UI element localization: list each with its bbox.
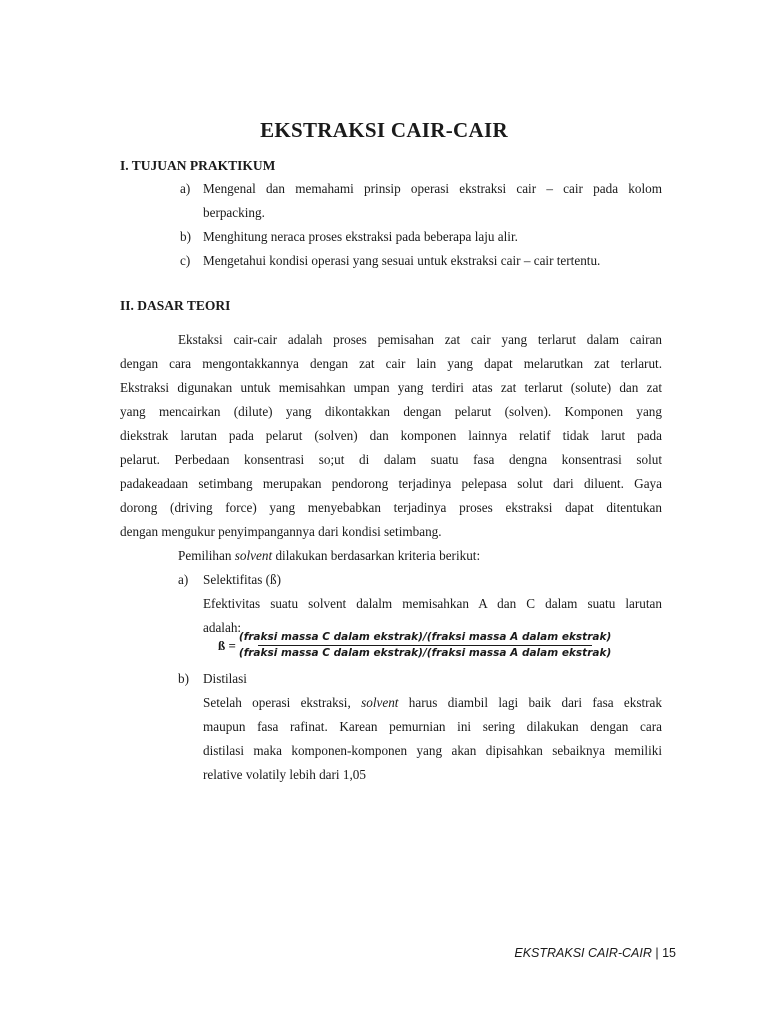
page-footer	[514, 946, 676, 960]
section-heading-tujuan: I. TUJUAN PRAKTIKUM	[120, 158, 276, 173]
list-marker: c)	[180, 253, 191, 268]
list-marker: b)	[180, 229, 191, 244]
criterion-text: Setelah operasi ekstraksi, solvent harus diambil lagi baik dari fasa ekstrak	[203, 695, 662, 710]
list-item-text: Mengenal dan memahami prinsip operasi ekstraksi cair – cair pada kolom	[203, 181, 662, 196]
formula-fraction	[239, 631, 611, 660]
paragraph-line: Ekstraksi digunakan untuk memisahkan umpan yang terdiri atas zat terlarut (solute) dan zat	[120, 380, 662, 395]
paragraph-line: dengan cara mengontakkannya dengan zat cair lain yang dapat melarutkan zat terlarut.	[120, 356, 662, 371]
solvent-term: solvent	[361, 695, 399, 710]
paragraph-line: padakeadaan setimbang merupakan pendorong terjadinya pelepasa solut dari diluent. Gaya	[120, 476, 662, 491]
footer-separator: |	[651, 946, 663, 960]
list-item-text: Menghitung neraca proses ekstraksi pada beberapa laju alir.	[203, 229, 518, 244]
footer-label: EKSTRAKSI CAIR-CAIR	[514, 946, 652, 960]
paragraph-line: dorong (driving force) yang menyebabkan terjadinya proses ekstraksi dapat ditentukan	[120, 500, 662, 515]
selectivity-formula	[218, 631, 611, 660]
formula-lhs: ß =	[218, 637, 236, 653]
page-title: EKSTRAKSI CAIR-CAIR	[260, 118, 508, 142]
criterion-text: adalah:	[203, 620, 242, 635]
list-item-text: Mengetahui kondisi operasi yang sesuai untuk ekstraksi cair – cair tertentu.	[203, 253, 601, 268]
fraction-bar	[258, 645, 592, 646]
formula-numerator: (fraksi massa C dalam ekstrak)/(fraksi massa A dalam ekstrak)	[238, 631, 612, 643]
section-heading-dasar-teori: II. DASAR TEORI	[120, 298, 231, 313]
criteria-intro: Pemilihan solvent dilakukan berdasarkan kriteria berikut:	[178, 548, 481, 563]
solvent-term: solvent	[234, 548, 273, 563]
paragraph-line: diekstrak larutan pada pelarut (solven) dan komponen lainnya relatif tidak larut pada	[120, 428, 662, 443]
list-marker: a)	[180, 181, 191, 196]
criterion-text: maupun fasa rafinat. Karean pemurnian ini sering dilakukan dengan cara	[203, 719, 662, 734]
criterion-name: Selektifitas (ß)	[203, 572, 282, 587]
paragraph-line: dengan mengukur penyimpangannya dari kondisi setimbang.	[120, 524, 442, 539]
criterion-text: distilasi maka komponen-komponen yang akan dipisahkan sebaiknya memiliki	[203, 743, 662, 758]
list-marker: b)	[178, 671, 189, 686]
list-item-text: berpacking.	[203, 205, 265, 220]
formula-denominator: (fraksi massa C dalam ekstrak)/(fraksi massa A dalam ekstrak)	[238, 647, 612, 659]
paragraph-line: pelarut. Perbedaan konsentrasi so;ut di dalam suatu fasa dengna konsentrasi solut	[120, 452, 662, 467]
criterion-name: Distilasi	[203, 671, 247, 686]
criterion-text: relative volatily lebih dari 1,05	[203, 767, 366, 782]
paragraph-line: Ekstaksi cair-cair adalah proses pemisahan zat cair yang terlarut dalam cairan	[178, 332, 662, 347]
criterion-text: Efektivitas suatu solvent dalalm memisahkan A dan C dalam suatu larutan	[203, 596, 662, 611]
paragraph-line: yang mencairkan (dilute) yang dikontakkan dengan pelarut (solven). Komponen yang	[120, 404, 662, 419]
list-marker: a)	[178, 572, 189, 587]
page-number: 15	[662, 946, 676, 960]
